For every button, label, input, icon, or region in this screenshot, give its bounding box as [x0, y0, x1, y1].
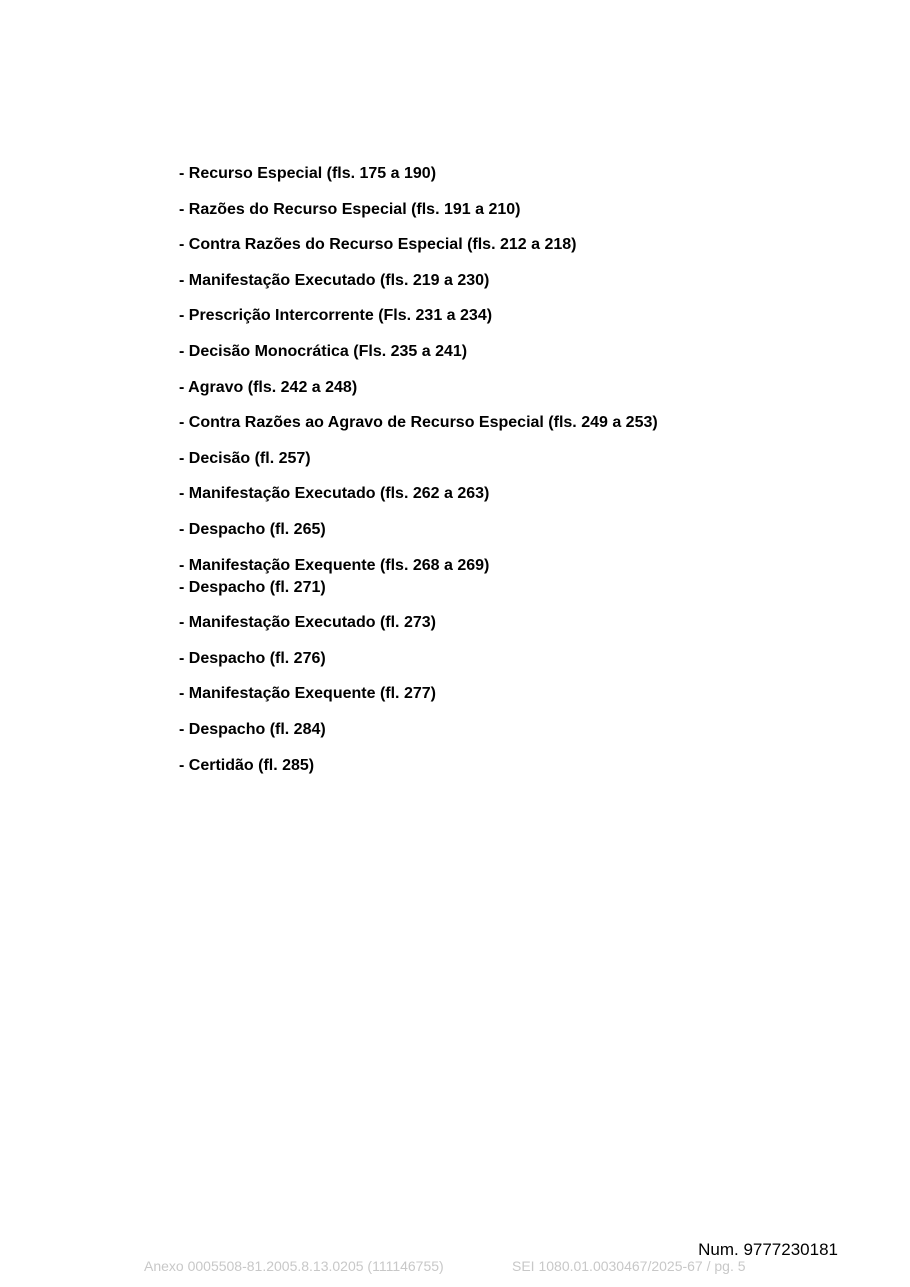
list-item: - Decisão Monocrática (Fls. 235 a 241)	[179, 342, 468, 360]
list-item: - Recurso Especial (fls. 175 a 190)	[179, 165, 437, 182]
footer-annex-reference: Anexo 0005508-81.2005.8.13.0205 (111146755)	[144, 1258, 444, 1274]
list-item: - Contra Razões ao Agravo de Recurso Especial (fls. 249 a 253)	[179, 414, 658, 432]
list-item: - Despacho (fl. 271)	[179, 578, 326, 596]
list-item: - Despacho (fl. 276)	[179, 649, 326, 667]
list-item: - Certidão (fl. 285)	[179, 756, 315, 774]
list-item: - Despacho (fl. 265)	[179, 520, 326, 538]
list-item: - Prescrição Intercorrente (Fls. 231 a 234)	[179, 307, 493, 325]
list-item: - Despacho (fl. 284)	[179, 720, 326, 738]
footer-sei-reference: SEI 1080.01.0030467/2025-67 / pg. 5	[512, 1258, 746, 1274]
list-item: - Manifestação Executado (fls. 262 a 263)	[179, 485, 490, 503]
list-item: - Contra Razões do Recurso Especial (fls. 212 a 218)	[179, 236, 577, 254]
list-item: - Manifestação Exequente (fl. 277)	[179, 685, 436, 703]
list-item: - Manifestação Executado (fls. 219 a 230)	[179, 271, 490, 289]
document-index-list	[179, 163, 658, 790]
list-item: - Agravo (fls. 242 a 248)	[179, 378, 358, 396]
list-item: - Manifestação Exequente (fls. 268 a 269)	[179, 556, 490, 574]
list-item: - Razões do Recurso Especial (fls. 191 a 210)	[179, 200, 521, 218]
document-number: Num. 9777230181	[698, 1240, 838, 1259]
list-item: - Decisão (fl. 257)	[179, 449, 311, 467]
list-item: - Manifestação Executado (fl. 273)	[179, 614, 436, 632]
